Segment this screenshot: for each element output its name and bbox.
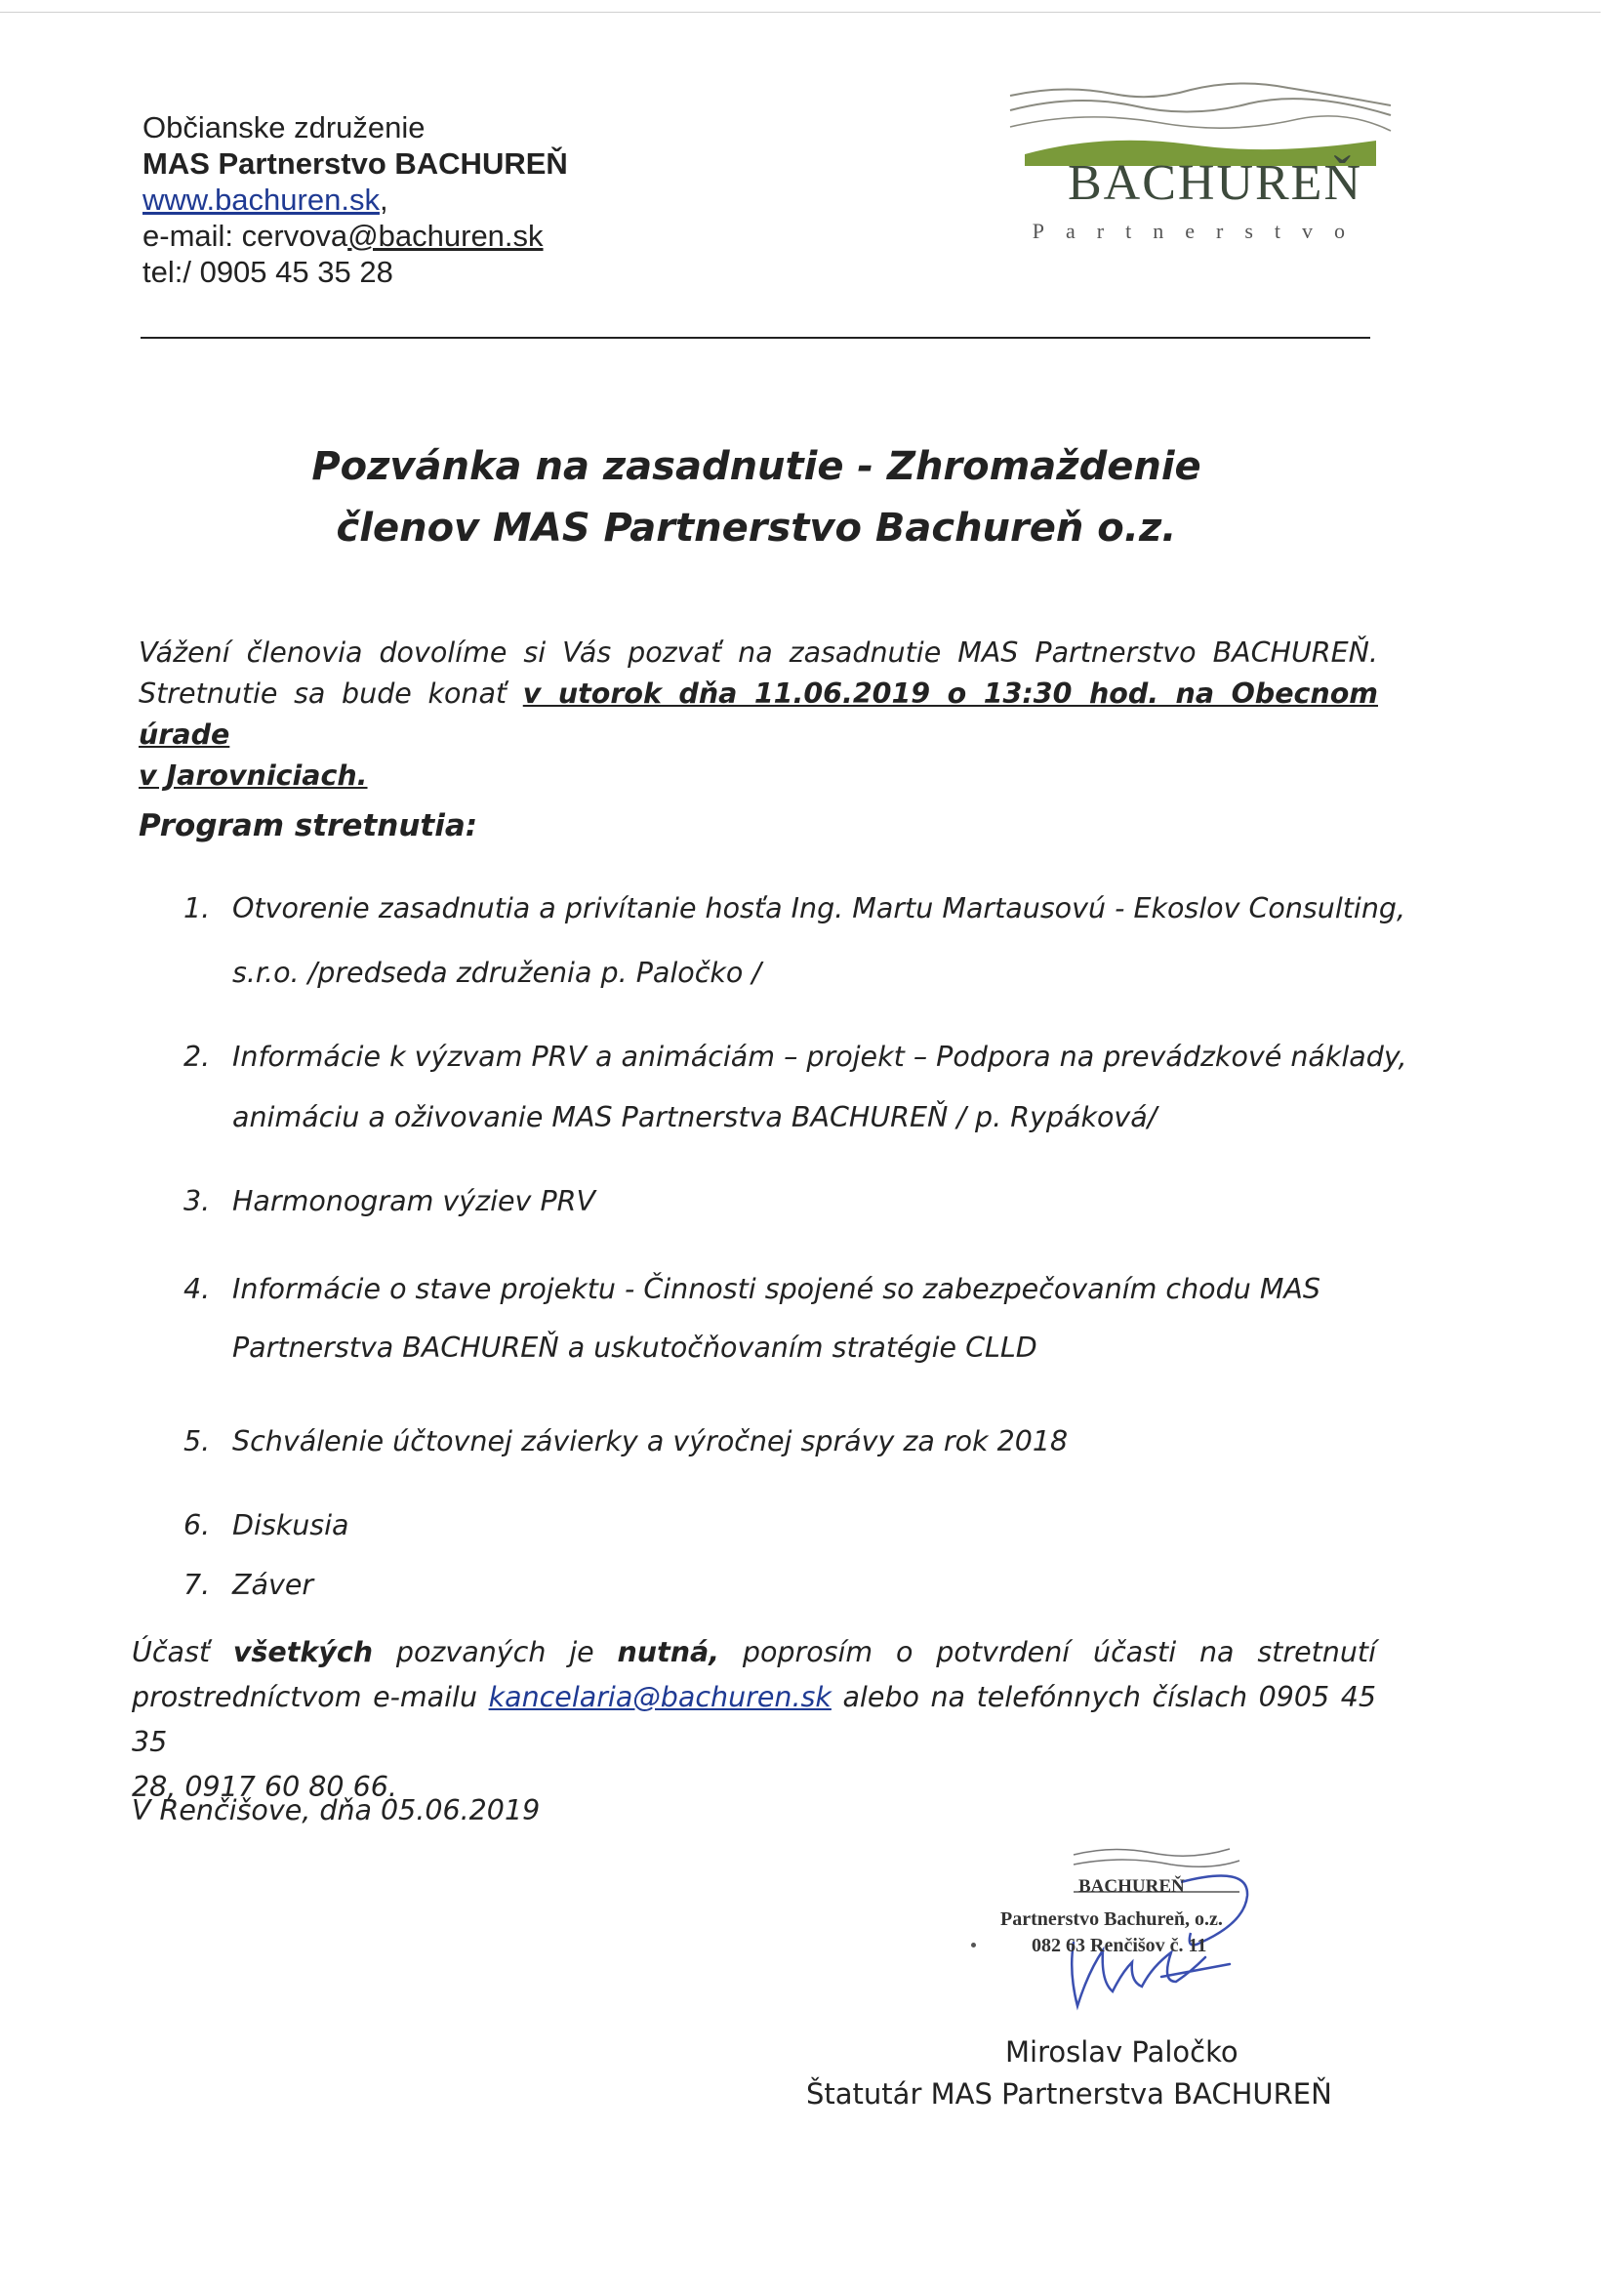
item-text: s.r.o. /predseda združenia p. Paločko / [232, 957, 761, 989]
header-divider [141, 337, 1370, 339]
item-text: Informácie o stave projektu - Činnosti spojené so zabezpečovaním chodu MAS [232, 1273, 1320, 1305]
email-line [142, 218, 568, 254]
program-item [183, 1421, 1394, 1462]
document-title-line1: Pozvánka na zasadnutie - Zhromaždenie [311, 444, 1201, 489]
program-heading: Program stretnutia: [139, 808, 478, 843]
intro-paragraph [139, 633, 1378, 797]
item-text: Harmonogram výziev PRV [232, 1185, 595, 1217]
closing-line1 [132, 1630, 1376, 1675]
closing-text: pozvaných je [373, 1636, 618, 1668]
item-number: 2. [183, 1041, 211, 1073]
closing-paragraph [132, 1630, 1376, 1810]
intro-line2 [139, 674, 1378, 756]
meeting-date-place: v utorok dňa 11.06.2019 o 13:30 hod. na Obecnom úrade [139, 677, 1378, 751]
item-number: 4. [183, 1273, 211, 1305]
closing-line2 [132, 1675, 1376, 1765]
signer-role: Štatutár MAS Partnerstva BACHUREŇ [806, 2077, 1332, 2111]
stamp-name: BACHUREŇ [1078, 1876, 1185, 1897]
org-name: MAS Partnerstvo BACHUREŇ [142, 146, 568, 181]
closing-text: alebo na telefónnych číslach 0905 45 35 [132, 1681, 1376, 1758]
program-item [183, 1565, 1394, 1606]
stamp-line1: Partnerstvo Bachureň, o.z. [1000, 1908, 1223, 1930]
closing-line3: 28, 0917 60 80 66. [132, 1771, 397, 1803]
meeting-location: v Jarovniciach. [139, 759, 368, 792]
item-text: Otvorenie zasadnutia a privítanie hosťa Ing. Martu Martausovú - Ekoslov Consulting, [232, 892, 1406, 924]
signer-name: Miroslav Paločko [1005, 2035, 1238, 2069]
item-number: 3. [183, 1185, 211, 1217]
closing-emphasis: nutná, [617, 1636, 720, 1668]
website-line [142, 182, 568, 218]
website-suffix: , [379, 183, 388, 217]
email-domain[interactable]: @bachuren.sk [347, 219, 544, 253]
scan-speck [971, 1943, 976, 1948]
program-item [183, 888, 1406, 989]
item-text: Informácie k výzvam PRV a animáciám – projekt – Podpora na prevádzkové náklady, [232, 1041, 1407, 1073]
phone-line: tel:/ 0905 45 35 28 [142, 255, 393, 289]
letterhead [142, 109, 568, 290]
logo-subtitle: Partnerstvo [1032, 219, 1366, 243]
page-top-edge [0, 12, 1601, 13]
intro-line3 [139, 756, 1378, 797]
program-item [183, 1269, 1394, 1364]
email-prefix: e-mail: cervova [142, 219, 348, 253]
item-text: Diskusia [232, 1509, 349, 1541]
intro-line2-plain: Stretnutie sa bude konať [139, 677, 523, 710]
closing-text: poprosím o potvrdení účasti na stretnutí [719, 1636, 1376, 1668]
item-text: Partnerstva BACHUREŇ a uskutočňovaním stratégie CLLD [232, 1332, 1037, 1364]
website-link[interactable]: www.bachuren.sk [142, 183, 380, 217]
program-item [183, 1181, 1394, 1222]
closing-text: Účasť [132, 1636, 233, 1668]
item-number: 7. [183, 1569, 211, 1601]
org-type: Občianske združenie [142, 110, 426, 144]
item-text: animáciu a oživovanie MAS Partnerstva BACHUREŇ / p. Rypáková/ [232, 1101, 1157, 1133]
office-email-link[interactable]: kancelaria@bachuren.sk [488, 1681, 832, 1713]
item-text: Záver [232, 1569, 314, 1601]
document-title-line2: členov MAS Partnerstvo Bachureň o.z. [336, 506, 1177, 551]
closing-text: prostredníctvom e-mailu [132, 1681, 489, 1713]
item-text: Schválenie účtovnej závierky a výročnej správy za rok 2018 [232, 1425, 1069, 1457]
program-item [183, 1505, 1394, 1546]
logo-name: BACHUREŇ [1067, 155, 1362, 211]
item-number: 5. [183, 1425, 211, 1457]
place-date: V Renčišove, dňa 05.06.2019 [132, 1794, 541, 1826]
item-number: 6. [183, 1509, 211, 1541]
stamp-line2: 082 63 Renčišov č. 11 [1032, 1935, 1207, 1956]
intro-line1: Vážení členovia dovolíme si Vás pozvať na zasadnutie MAS Partnerstvo BACHUREŇ. [139, 636, 1378, 669]
item-number: 1. [183, 892, 211, 924]
closing-emphasis: všetkých [232, 1636, 374, 1668]
program-item [183, 1037, 1407, 1133]
